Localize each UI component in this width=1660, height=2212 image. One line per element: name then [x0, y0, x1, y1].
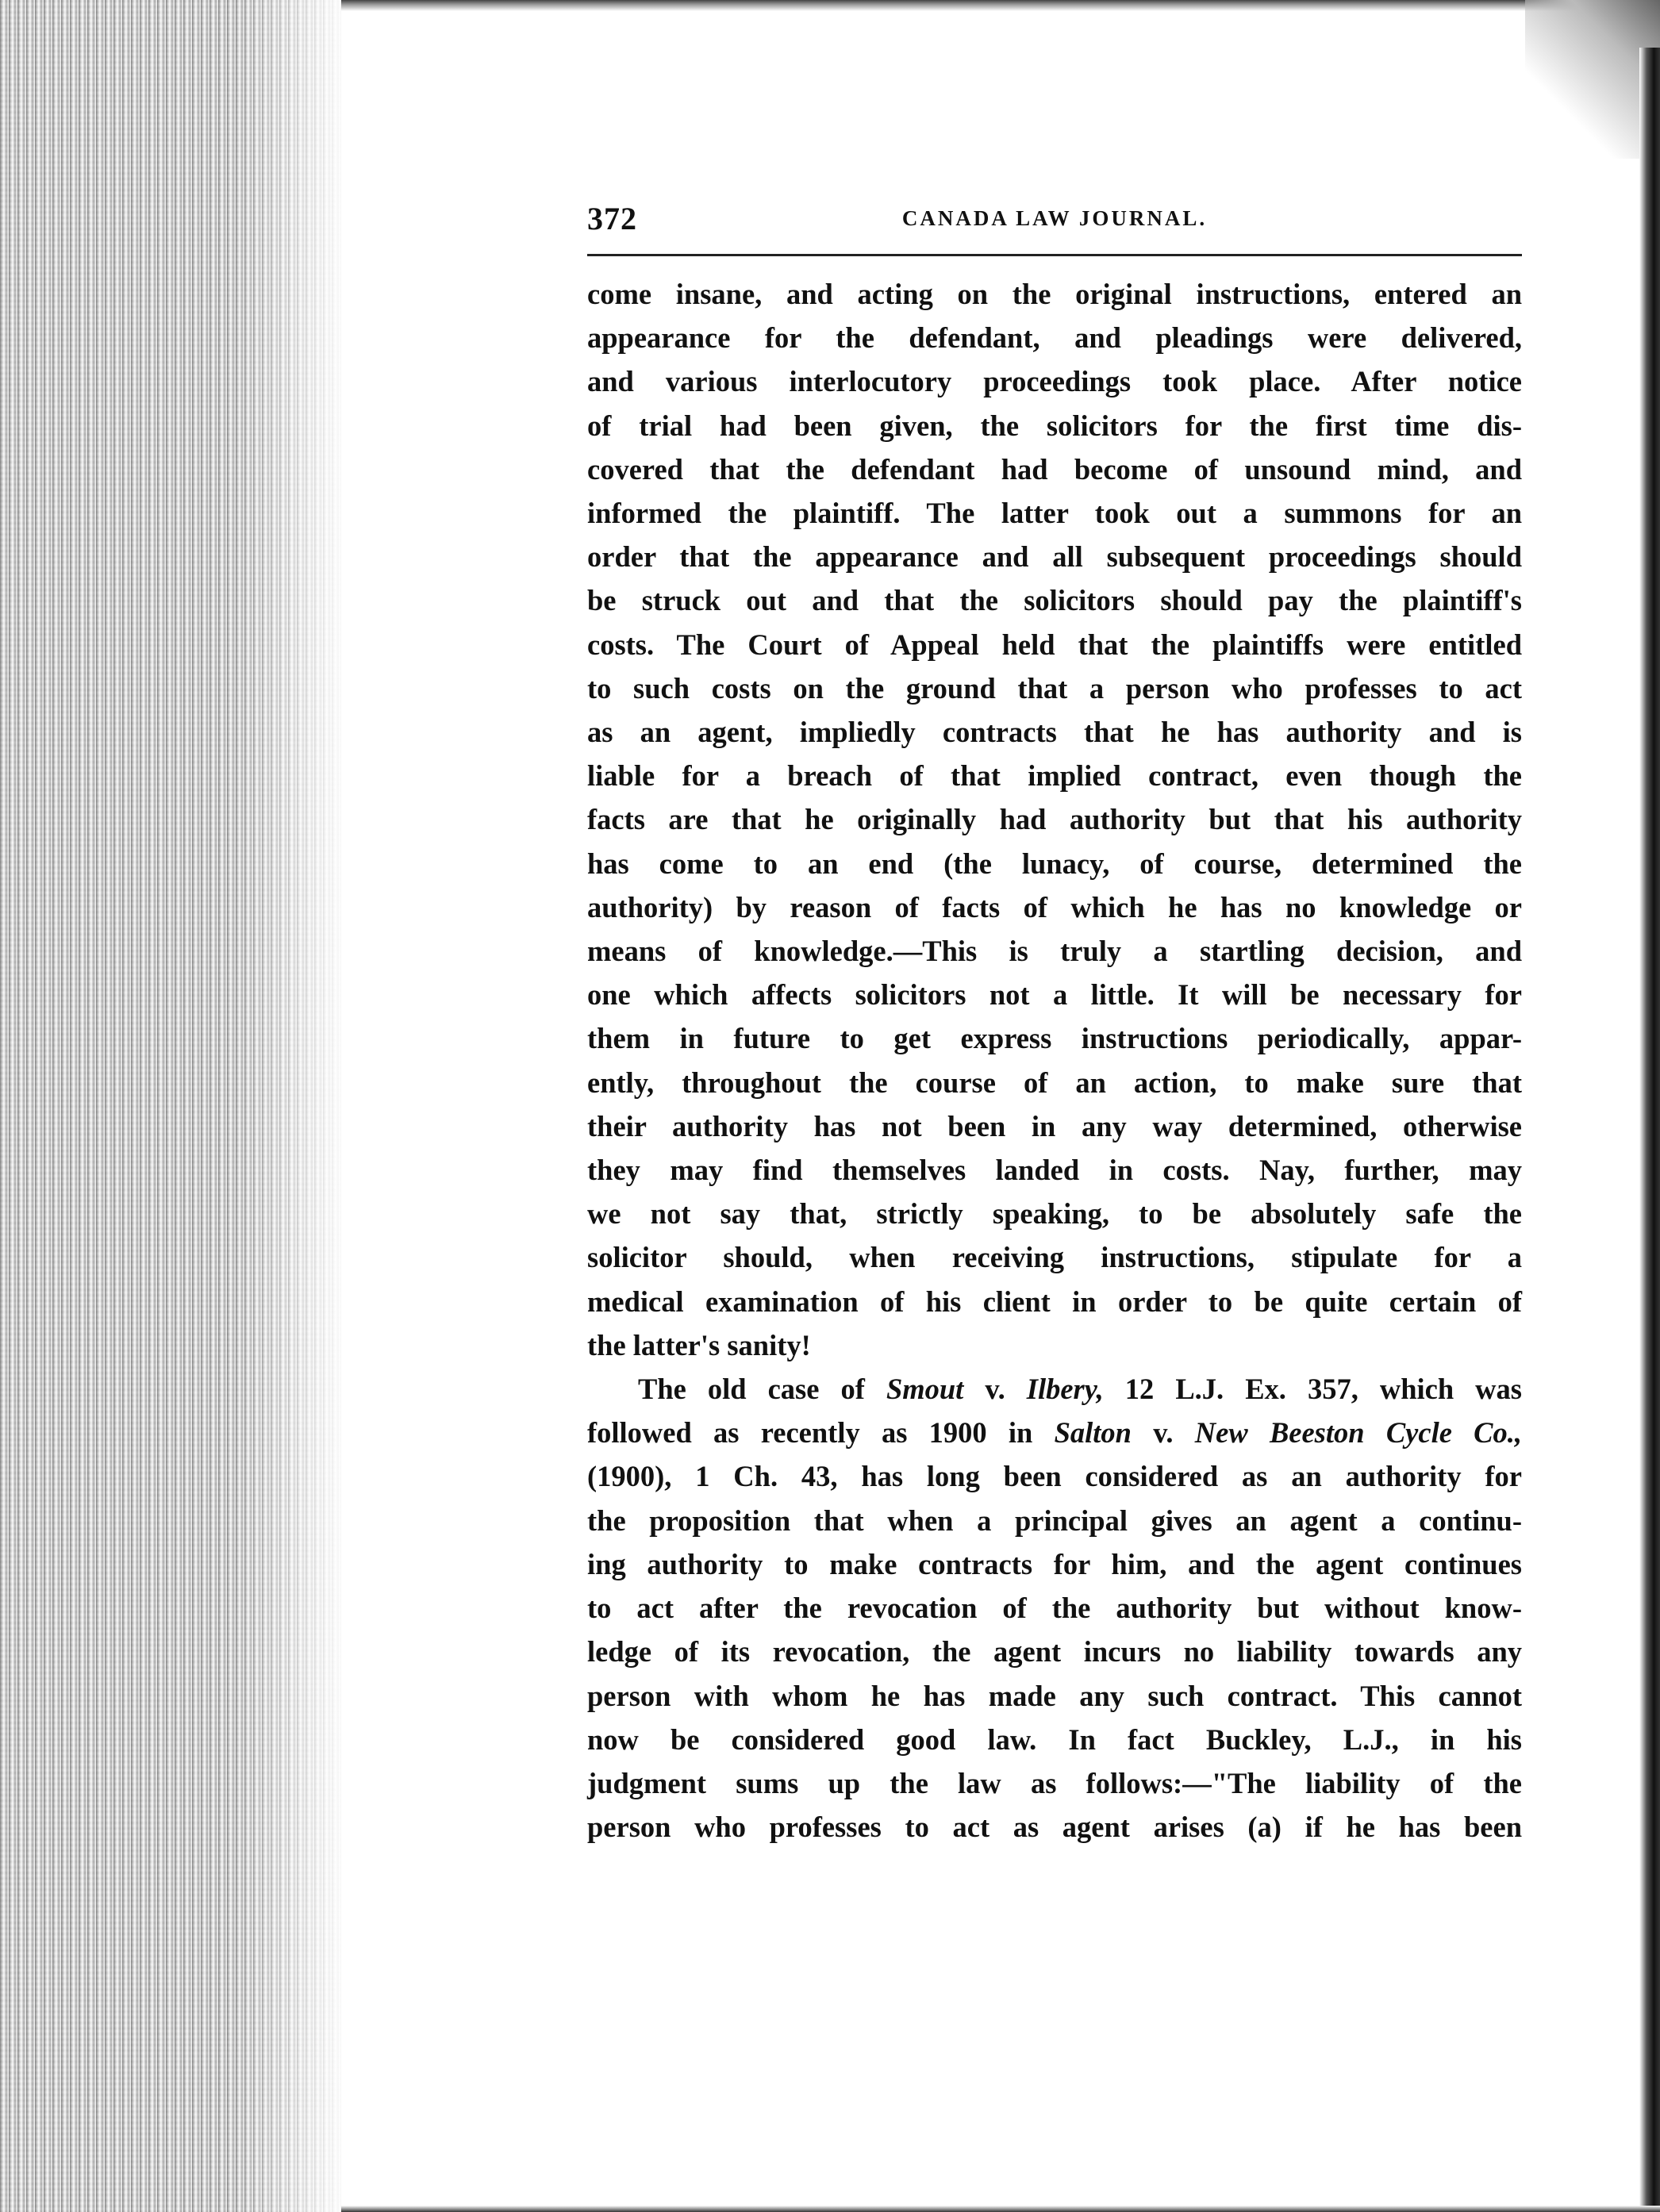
text-line: person who professes to act as agent arises (a) if he has been: [587, 1811, 1522, 1844]
text-line: now be considered good law. In fact Buckley, L.J., in his: [587, 1722, 1522, 1756]
text-line: authority) by reason of facts of which he has no knowledge or: [587, 890, 1522, 924]
text-line: to act after the revocation of the authority but without know-: [587, 1592, 1522, 1625]
text-line: be struck out and that the solicitors should pay the plaintiff's: [587, 584, 1522, 617]
page-header: [587, 200, 1522, 248]
header-rule: [587, 254, 1522, 256]
text-line: one which affects solicitors not a little. It will be necessary for: [587, 978, 1522, 1012]
scan-top-edge: [341, 0, 1660, 11]
text-line: ledge of its revocation, the agent incurs no liability towards any: [587, 1635, 1522, 1669]
text-line: has come to an end (the lunacy, of course, determined the: [587, 847, 1522, 880]
text-line: they may find themselves landed in costs. Nay, further, may: [587, 1154, 1522, 1187]
text-line: covered that the defendant had become of unsound mind, and: [587, 452, 1522, 486]
text-line: the proposition that when a principal gives an agent a continu-: [587, 1503, 1522, 1537]
text-line: come insane, and acting on the original instructions, entered an: [587, 278, 1522, 310]
scan-bottom-edge: [341, 2206, 1660, 2212]
text-line: them in future to get express instructions periodically, appar-: [587, 1022, 1522, 1055]
case-name: New Beeston Cycle Co.,: [1194, 1416, 1522, 1450]
running-head: CANADA LAW JOURNAL.: [901, 206, 1208, 230]
journal-page: [587, 200, 1522, 1849]
scan-gutter-fade: [238, 0, 349, 2212]
text-line: person with whom he has made any such contract. This cannot: [587, 1679, 1522, 1712]
paragraph-2: [587, 1367, 1522, 1849]
text-line: liable for a breach of that implied contract, even though the: [587, 759, 1522, 793]
text-line: of trial had been given, the solicitors for the first time dis-: [587, 409, 1522, 442]
text-line: costs. The Court of Appeal held that the plaintiffs were entitled: [587, 628, 1522, 661]
text-line: as an agent, impliedly contracts that he has authority and is: [587, 716, 1522, 749]
text-line: ently, throughout the course of an action, to make sure that: [587, 1066, 1522, 1099]
text-line: and various interlocutory proceedings took place. After notice: [587, 365, 1522, 398]
text-line: followed as recently as 1900 in Salton v. New Beeston Cycle Co.,: [587, 1416, 1522, 1450]
paragraph-1: [587, 272, 1522, 1367]
text-line: the latter's sanity!: [587, 1328, 811, 1361]
case-name: Ilbery,: [1026, 1373, 1104, 1406]
text-line: medical examination of his client in order to be quite certain of: [587, 1285, 1522, 1318]
text-line: solicitor should, when receiving instructions, stipulate for a: [587, 1241, 1522, 1274]
case-name: Smout: [886, 1373, 964, 1406]
text-line: judgment sums up the law as follows:—"The liability of the: [587, 1766, 1522, 1799]
scan-right-edge: [1639, 48, 1660, 2212]
text-line: we not say that, strictly speaking, to be absolutely safe the: [587, 1197, 1522, 1231]
page-number: 372: [587, 201, 637, 236]
text-line: informed the plaintiff. The latter took out a summons for an: [587, 497, 1522, 530]
text-line: The old case of Smout v. Ilbery, 12 L.J. Ex. 357, which was: [638, 1373, 1522, 1406]
text-line: appearance for the defendant, and pleadings were delivered,: [587, 321, 1522, 355]
text-line: facts are that he originally had authority but that his authority: [587, 803, 1522, 836]
case-name: Salton: [1054, 1416, 1132, 1450]
text-line: ing authority to make contracts for him, and the agent continues: [587, 1547, 1522, 1580]
text-line: order that the appearance and all subsequent proceedings should: [587, 540, 1522, 574]
text-line: their authority has not been in any way determined, otherwise: [587, 1109, 1522, 1142]
text-line: means of knowledge.—This is truly a startling decision, and: [587, 935, 1522, 968]
text-line: (1900), 1 Ch. 43, has long been considered as an authority for: [587, 1460, 1522, 1493]
text-line: to such costs on the ground that a person who professes to act: [587, 671, 1522, 705]
